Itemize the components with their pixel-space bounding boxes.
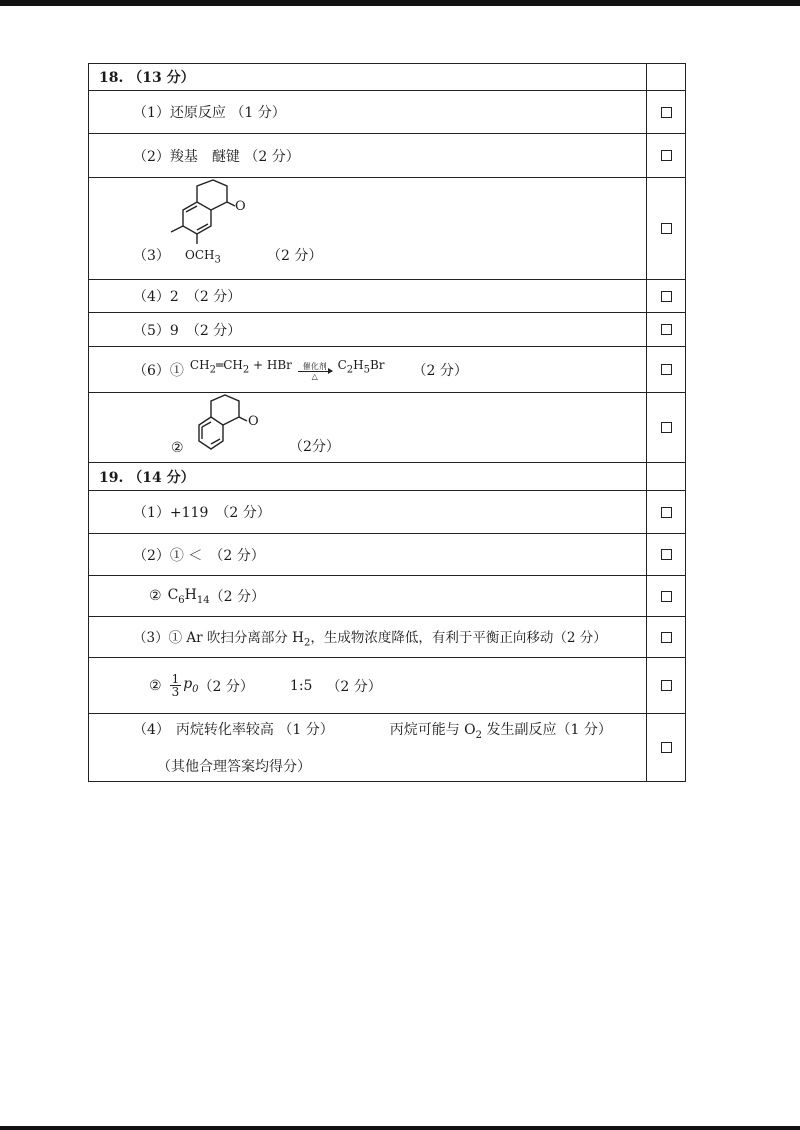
q18-p3-checkbox[interactable] <box>661 223 672 234</box>
q19-p3a-row <box>89 617 685 658</box>
q18-p3-cell <box>89 178 647 279</box>
q19-header: 19. （14 分） <box>89 463 647 490</box>
q18-p1-row <box>89 91 685 134</box>
q18-p6-cell <box>89 347 647 392</box>
q19-p3a-checkbox[interactable] <box>661 632 672 643</box>
q19-p2b-score: （2 分） <box>209 589 265 605</box>
q19-p1-checkbox[interactable] <box>661 507 672 518</box>
q19-p2a-row <box>89 534 685 576</box>
q18-p6b-score: （2分） <box>289 439 340 455</box>
q19-p3b-score1: （2 分） <box>198 678 254 695</box>
q18-p6-row <box>89 347 685 393</box>
q19-p3b-row <box>89 658 685 714</box>
q18-p2-row <box>89 134 685 178</box>
q19-p3b-score2: （2 分） <box>326 678 382 695</box>
q18-p6b-prefix: ② <box>171 440 184 456</box>
q18-p1-text: （1）还原反应 （1 分） <box>89 91 647 133</box>
top-edge-bar <box>0 0 800 6</box>
q19-p4-text1: 丙烷转化率较高 （1 分） <box>175 721 334 738</box>
svg-text:O: O <box>248 414 259 429</box>
reaction-condition: △ <box>311 372 318 381</box>
q18-p5-row <box>89 313 685 347</box>
q19-p2b-row <box>89 576 685 617</box>
q18-p5-checkbox[interactable] <box>661 324 672 335</box>
q18-p3-prefix: （3） <box>133 248 170 264</box>
q19-p3a-cell <box>89 617 647 657</box>
q18-header-row <box>89 64 685 91</box>
q18-p6-equation: $CH_2═CH_2$ + HBr 催化剂 △ $C_2H_5Br$ <box>189 358 385 381</box>
q19-p2b-cell <box>89 576 647 616</box>
reaction-catalyst: 催化剂 <box>302 362 327 371</box>
q19-p3b-ratio: 1:5 <box>289 677 313 694</box>
q18-p6b-row <box>89 393 685 463</box>
q18-header-check-cell <box>647 64 685 90</box>
q19-p4-text2: 丙烷可能与 $O_2$ 发生副反应（1 分） <box>389 721 612 741</box>
q19-p3b-var: $p_0$ <box>183 676 199 695</box>
q19-p4-row <box>89 714 685 781</box>
q19-p2a-checkbox[interactable] <box>661 549 672 560</box>
q18-p4-row <box>89 280 685 313</box>
q19-p3b-checkbox[interactable] <box>661 680 672 691</box>
q18-p5-text: （5）9 （2 分） <box>89 313 647 346</box>
q18-p3-score: （2 分） <box>267 248 323 264</box>
svg-text:O: O <box>235 199 246 214</box>
q18-p3-group: $OCH_3$ <box>185 247 221 265</box>
q18-p2-checkbox[interactable] <box>661 150 672 161</box>
q19-header-check-cell <box>647 463 685 490</box>
answer-table <box>88 63 686 782</box>
tetralone-structure <box>191 395 271 459</box>
q19-p1-row <box>89 491 685 534</box>
q19-p3b-fraction: $\frac{1}{3}$ <box>171 672 180 699</box>
q18-p6-checkbox[interactable] <box>661 364 672 375</box>
q18-p6b-checkbox[interactable] <box>661 422 672 433</box>
q19-p4-note: （其他合理答案均得分） <box>157 759 311 776</box>
q19-p1-text: （1）+119 （2 分） <box>89 491 647 533</box>
q19-p4-prefix: （4） <box>133 721 170 738</box>
q19-p3b-prefix: ② <box>149 677 162 694</box>
q18-p6b-cell <box>89 393 647 462</box>
q19-p2b-prefix: ② <box>149 588 162 604</box>
q18-p4-checkbox[interactable] <box>661 291 672 302</box>
q18-p1-checkbox[interactable] <box>661 107 672 118</box>
q18-p2-text: （2）羧基 醚键 （2 分） <box>89 134 647 177</box>
q18-p6-prefix: （6）① <box>133 362 184 379</box>
reaction-arrow <box>298 362 332 381</box>
q19-p4-checkbox[interactable] <box>661 742 672 753</box>
q19-p3b-cell <box>89 658 647 713</box>
q18-p3-row <box>89 178 685 280</box>
q19-p4-cell <box>89 714 647 781</box>
q19-p3a-text: （3）① Ar 吹扫分离部分 $H_2$，生成物浓度降低，有利于平衡正向移动（2 分） <box>133 629 607 649</box>
q19-header-row <box>89 463 685 491</box>
q18-p6-score: （2 分） <box>412 362 468 379</box>
q19-p2a-text: （2）① ＜ （2 分） <box>89 534 647 575</box>
q18-p4-text: （4）2 （2 分） <box>89 280 647 312</box>
q19-p2b-checkbox[interactable] <box>661 591 672 602</box>
q18-header: 18. （13 分） <box>89 64 647 90</box>
bottom-edge-bar <box>0 1126 800 1130</box>
q19-p2b-formula: $C_6H_{14}$ <box>167 586 210 606</box>
